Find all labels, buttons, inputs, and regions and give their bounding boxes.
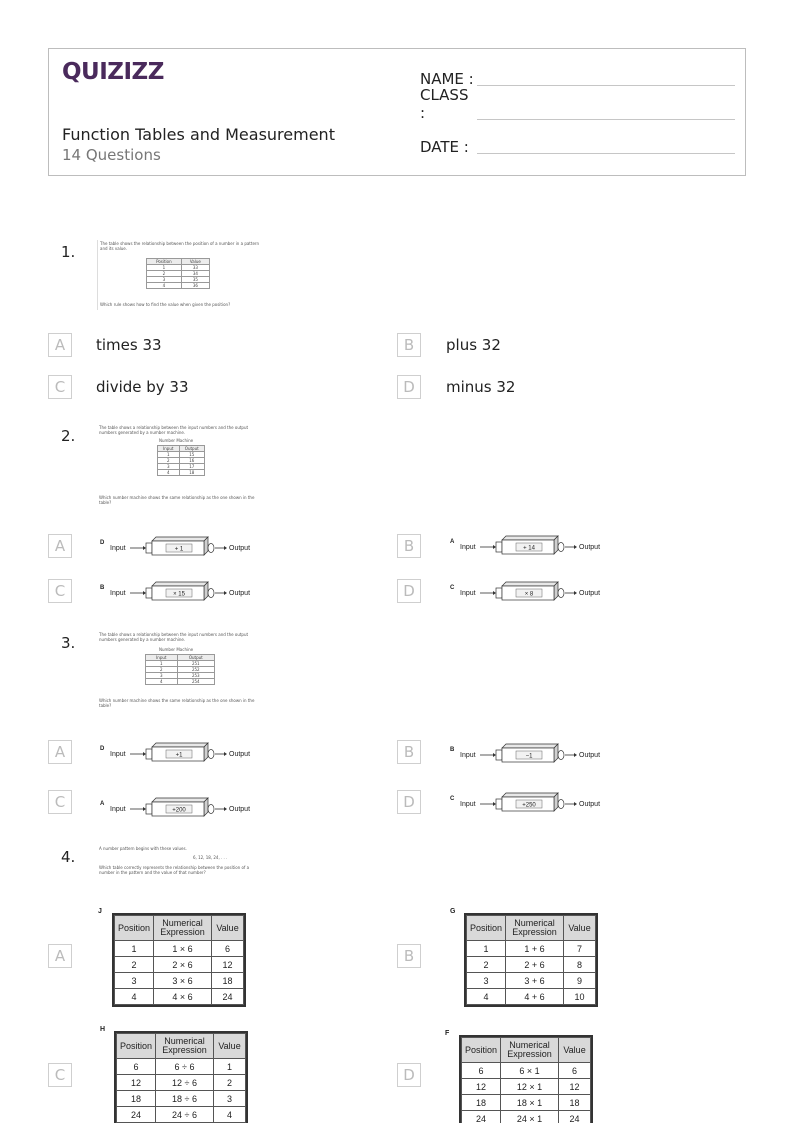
question-count: 14 Questions <box>62 146 161 164</box>
machine-tag: D <box>100 746 105 752</box>
table-cell: 15 <box>179 452 204 458</box>
table-row <box>467 973 596 989</box>
table-cell: 254 <box>177 679 214 685</box>
table-row <box>462 1063 591 1079</box>
question-number: 2. <box>61 427 76 445</box>
table-cell: 6 ÷ 6 <box>156 1059 214 1075</box>
table-cell: 252 <box>177 667 214 673</box>
table-header: Numerical Expression <box>506 916 564 941</box>
table-cell: 24 ÷ 6 <box>156 1107 214 1123</box>
machine-input: Input <box>110 806 126 813</box>
machine-drawing <box>100 741 260 763</box>
table-header: Position <box>147 259 182 265</box>
class-field[interactable] <box>420 86 735 122</box>
machine-output: Output <box>579 544 601 551</box>
machine-inlet <box>496 588 502 598</box>
table-row <box>115 941 244 957</box>
arrow-icon <box>493 545 496 549</box>
question-number: 4. <box>61 848 76 866</box>
table-cell: 34 <box>181 271 209 277</box>
option-table[interactable] <box>445 1030 593 1123</box>
table-cell: 12 <box>117 1075 156 1091</box>
table-cell: 1 × 6 <box>154 941 212 957</box>
machine-drawing <box>450 791 610 813</box>
question-image <box>97 631 262 711</box>
table-row <box>115 957 244 973</box>
arrow-icon <box>493 591 496 595</box>
machine-outlet <box>558 800 564 809</box>
table-cell: 8 <box>564 957 596 973</box>
machine-top <box>152 798 208 802</box>
table-header: Position <box>462 1038 501 1063</box>
option-letter[interactable]: B <box>397 944 421 968</box>
option-table[interactable] <box>98 908 246 1007</box>
machine-drawing <box>100 535 260 557</box>
table-cell: 4 <box>467 989 506 1005</box>
machine-operation: +200 <box>172 807 186 814</box>
machine-drawing <box>450 580 610 602</box>
table-row <box>117 1091 246 1107</box>
table-header: Value <box>181 259 209 265</box>
table-header: Position <box>117 1034 156 1059</box>
date-label: DATE : <box>420 138 469 156</box>
table-row <box>462 1111 591 1123</box>
machine-input: Input <box>460 544 476 551</box>
table-cell: 4 <box>115 989 154 1005</box>
function-table <box>116 1033 246 1123</box>
table-cell: 1 <box>146 661 178 667</box>
table-header: Value <box>214 1034 246 1059</box>
arrow-icon <box>143 591 146 595</box>
table-row <box>467 957 596 973</box>
table-cell: 6 × 1 <box>501 1063 559 1079</box>
table-row <box>115 973 244 989</box>
option-text[interactable]: times 33 <box>96 336 162 354</box>
machine-inlet <box>146 804 152 814</box>
machine-inlet <box>146 543 152 553</box>
machine-outlet <box>558 543 564 552</box>
number-machine[interactable] <box>450 534 610 560</box>
question-prompt: Which rule shows how to find the value when given the position? <box>100 302 231 307</box>
table-cell: 7 <box>564 941 596 957</box>
table-cell: 24 <box>559 1111 591 1123</box>
table-row <box>117 1107 246 1123</box>
question-prompt: Which number machine shows the same relationship as the one shown in the table? <box>99 698 255 708</box>
table-cell: 12 <box>559 1079 591 1095</box>
table-cell: 24 <box>462 1111 501 1123</box>
table-cell: 251 <box>177 661 214 667</box>
class-line[interactable] <box>477 119 735 120</box>
machine-operation: + 14 <box>523 545 535 552</box>
machine-operation: + 1 <box>174 546 184 553</box>
table-cell: 1 <box>214 1059 246 1075</box>
table-cell: 4 + 6 <box>506 989 564 1005</box>
table-cell: 9 <box>564 973 596 989</box>
number-machine[interactable] <box>100 796 260 822</box>
table-row <box>462 1079 591 1095</box>
worksheet-title: Function Tables and Measurement <box>62 125 335 144</box>
question-table <box>145 654 215 685</box>
table-cell: 18 × 1 <box>501 1095 559 1111</box>
arrow-icon <box>224 591 227 595</box>
machine-drawing <box>100 796 260 818</box>
table-cell: 24 × 1 <box>501 1111 559 1123</box>
table-header: Output <box>177 655 214 661</box>
question-image <box>97 424 262 509</box>
table-cell: 36 <box>181 283 209 289</box>
option-letter[interactable]: C <box>48 375 72 399</box>
table-row <box>467 941 596 957</box>
machine-output: Output <box>579 590 601 597</box>
table-cell: 2 <box>146 667 178 673</box>
table-tag: H <box>100 1026 106 1033</box>
table-cell: 17 <box>179 464 204 470</box>
table-cell: 4 <box>146 679 178 685</box>
machine-top <box>502 582 558 586</box>
option-text[interactable]: minus 32 <box>446 378 516 396</box>
arrow-icon <box>493 802 496 806</box>
arrow-icon <box>493 753 496 757</box>
option-letter[interactable]: C <box>48 790 72 814</box>
table-cell: 12 × 1 <box>501 1079 559 1095</box>
option-letter[interactable]: D <box>397 790 421 814</box>
machine-inlet <box>146 749 152 759</box>
table-cell: 18 <box>117 1091 156 1107</box>
table-tag: G <box>450 908 456 915</box>
machine-input: Input <box>110 545 126 552</box>
machine-input: Input <box>110 751 126 758</box>
table-cell: 3 <box>147 277 182 283</box>
table-header: Numerical Expression <box>501 1038 559 1063</box>
table-caption: Number Machine <box>159 438 194 443</box>
table-cell: 12 ÷ 6 <box>156 1075 214 1091</box>
table-cell: 24 <box>212 989 244 1005</box>
table-cell: 2 <box>147 271 182 277</box>
table-cell: 1 <box>115 941 154 957</box>
machine-input: Input <box>460 590 476 597</box>
table-cell: 33 <box>181 265 209 271</box>
machine-tag: D <box>100 540 105 546</box>
table-tag: J <box>98 908 102 915</box>
function-table-frame <box>112 913 246 1007</box>
option-text[interactable]: divide by 33 <box>96 378 189 396</box>
machine-operation: × 8 <box>524 591 534 598</box>
number-machine[interactable] <box>100 580 260 606</box>
table-cell: 1 <box>147 265 182 271</box>
option-letter[interactable]: D <box>397 579 421 603</box>
machine-output: Output <box>229 751 251 758</box>
table-cell: 18 <box>179 470 204 476</box>
option-letter[interactable]: A <box>48 944 72 968</box>
machine-operation: +250 <box>522 802 536 809</box>
table-cell: 1 + 6 <box>506 941 564 957</box>
machine-tag: B <box>450 747 455 753</box>
table-cell: 18 ÷ 6 <box>156 1091 214 1107</box>
table-header: Value <box>212 916 244 941</box>
table-header: Numerical Expression <box>154 916 212 941</box>
arrow-icon <box>574 753 577 757</box>
option-table[interactable] <box>450 908 598 1007</box>
machine-tag: A <box>100 801 105 807</box>
table-cell: 6 <box>559 1063 591 1079</box>
machine-top <box>502 744 558 748</box>
table-cell: 10 <box>564 989 596 1005</box>
table-cell: 18 <box>559 1095 591 1111</box>
machine-outlet <box>558 751 564 760</box>
table-cell: 3 <box>158 464 180 470</box>
machine-drawing <box>450 534 610 556</box>
date-field[interactable] <box>420 136 735 156</box>
table-cell: 3 + 6 <box>506 973 564 989</box>
table-cell: 18 <box>462 1095 501 1111</box>
option-letter[interactable]: A <box>48 740 72 764</box>
machine-tag: B <box>100 585 105 591</box>
function-table <box>114 915 244 1005</box>
date-line[interactable] <box>477 153 735 154</box>
table-header: Position <box>467 916 506 941</box>
machine-outlet <box>208 544 214 553</box>
machine-operation: +1 <box>175 752 183 759</box>
question-stem: A number pattern begins with these values. <box>99 846 187 851</box>
machine-top <box>152 743 208 747</box>
machine-outlet <box>208 750 214 759</box>
machine-top <box>152 582 208 586</box>
function-table <box>461 1037 591 1123</box>
table-cell: 4 <box>158 470 180 476</box>
table-cell: 4 × 6 <box>154 989 212 1005</box>
option-letter[interactable]: B <box>397 333 421 357</box>
table-cell: 3 <box>115 973 154 989</box>
machine-outlet <box>208 589 214 598</box>
table-cell: 6 <box>462 1063 501 1079</box>
table-cell: 6 <box>117 1059 156 1075</box>
table-cell: 35 <box>181 277 209 283</box>
machine-output: Output <box>579 752 601 759</box>
table-header: Input <box>146 655 178 661</box>
question-table <box>146 258 210 289</box>
name-label: NAME : <box>420 70 474 88</box>
table-cell: 12 <box>462 1079 501 1095</box>
question-prompt: Which number machine shows the same relationship as the one shown in the table? <box>99 495 255 505</box>
machine-output: Output <box>229 806 251 813</box>
table-header: Input <box>158 446 180 452</box>
machine-top <box>502 536 558 540</box>
option-letter[interactable]: C <box>48 1063 72 1087</box>
option-letter[interactable]: A <box>48 333 72 357</box>
worksheet-header <box>48 48 746 176</box>
question-prompt: Which table correctly represents the relationship between the position of a number in the pattern and the value of that number? <box>99 865 250 875</box>
machine-input: Input <box>460 752 476 759</box>
table-cell: 3 <box>214 1091 246 1107</box>
class-label: CLASS : <box>420 86 469 122</box>
function-table <box>466 915 596 1005</box>
machine-inlet <box>496 542 502 552</box>
table-caption: Number Machine <box>159 647 194 652</box>
machine-inlet <box>146 588 152 598</box>
table-row <box>115 989 244 1005</box>
table-cell: 4 <box>214 1107 246 1123</box>
option-text[interactable]: plus 32 <box>446 336 501 354</box>
machine-outlet <box>208 805 214 814</box>
function-table-frame <box>464 913 598 1007</box>
option-letter[interactable]: D <box>397 375 421 399</box>
number-machine[interactable] <box>100 741 260 767</box>
table-cell: 253 <box>177 673 214 679</box>
machine-top <box>152 537 208 541</box>
number-machine[interactable] <box>450 742 610 768</box>
machine-tag: A <box>450 539 455 545</box>
question-stem: The table shows the relationship between the position of a number in a pattern and its value. <box>100 241 260 251</box>
option-letter[interactable]: D <box>397 1063 421 1087</box>
number-machine[interactable] <box>450 791 610 817</box>
machine-inlet <box>496 799 502 809</box>
table-cell: 2 + 6 <box>506 957 564 973</box>
table-cell: 2 <box>115 957 154 973</box>
table-header: Value <box>559 1038 591 1063</box>
table-header: Value <box>564 916 596 941</box>
table-cell: 12 <box>212 957 244 973</box>
function-table-frame <box>459 1035 593 1123</box>
question-table <box>157 445 205 476</box>
machine-operation: × 15 <box>173 591 185 598</box>
question-image <box>97 845 262 877</box>
table-cell: 1 <box>158 452 180 458</box>
arrow-icon <box>143 807 146 811</box>
machine-output: Output <box>229 590 251 597</box>
number-machine[interactable] <box>450 580 610 606</box>
table-cell: 2 <box>158 458 180 464</box>
quizizz-logo: QUIZIZZ <box>62 59 164 85</box>
table-cell: 3 <box>467 973 506 989</box>
table-cell: 3 × 6 <box>154 973 212 989</box>
table-row <box>467 989 596 1005</box>
table-tag: F <box>445 1030 450 1037</box>
option-letter[interactable]: C <box>48 579 72 603</box>
table-cell: 1 <box>467 941 506 957</box>
arrow-icon <box>574 545 577 549</box>
machine-tag: C <box>450 796 455 802</box>
table-row <box>117 1075 246 1091</box>
arrow-icon <box>574 802 577 806</box>
question-stem: The table shows a relationship between the input numbers and the output numbers generated by a number machine. <box>99 425 249 435</box>
option-letter[interactable]: B <box>397 740 421 764</box>
table-cell: 3 <box>146 673 178 679</box>
table-cell: 4 <box>147 283 182 289</box>
table-header: Numerical Expression <box>156 1034 214 1059</box>
question-number: 3. <box>61 634 76 652</box>
table-header: Output <box>179 446 204 452</box>
machine-tag: C <box>450 585 455 591</box>
arrow-icon <box>143 752 146 756</box>
option-letter[interactable]: B <box>397 534 421 558</box>
arrow-icon <box>224 752 227 756</box>
option-table[interactable] <box>100 1026 248 1123</box>
name-line[interactable] <box>477 85 735 86</box>
machine-input: Input <box>460 801 476 808</box>
machine-drawing <box>450 742 610 764</box>
table-cell: 16 <box>179 458 204 464</box>
table-cell: 2 <box>214 1075 246 1091</box>
machine-drawing <box>100 580 260 602</box>
table-row <box>117 1059 246 1075</box>
machine-outlet <box>558 589 564 598</box>
question-stem: The table shows a relationship between the input numbers and the output numbers generated by a number machine. <box>99 632 249 642</box>
machine-inlet <box>496 750 502 760</box>
arrow-icon <box>143 546 146 550</box>
table-cell: 6 <box>212 941 244 957</box>
option-letter[interactable]: A <box>48 534 72 558</box>
table-cell: 24 <box>117 1107 156 1123</box>
arrow-icon <box>224 807 227 811</box>
table-row <box>462 1095 591 1111</box>
table-header: Position <box>115 916 154 941</box>
name-field[interactable] <box>420 68 735 88</box>
table-cell: 18 <box>212 973 244 989</box>
machine-top <box>502 793 558 797</box>
table-cell: 2 × 6 <box>154 957 212 973</box>
arrow-icon <box>224 546 227 550</box>
table-cell: 2 <box>467 957 506 973</box>
question-number: 1. <box>61 243 76 261</box>
sequence-values: 6, 12, 18, 24, . . . <box>193 855 228 860</box>
machine-output: Output <box>229 545 251 552</box>
machine-operation: −1 <box>525 753 533 760</box>
arrow-icon <box>574 591 577 595</box>
question-image <box>97 240 262 310</box>
machine-output: Output <box>579 801 601 808</box>
function-table-frame <box>114 1031 248 1123</box>
number-machine[interactable] <box>100 535 260 561</box>
machine-input: Input <box>110 590 126 597</box>
